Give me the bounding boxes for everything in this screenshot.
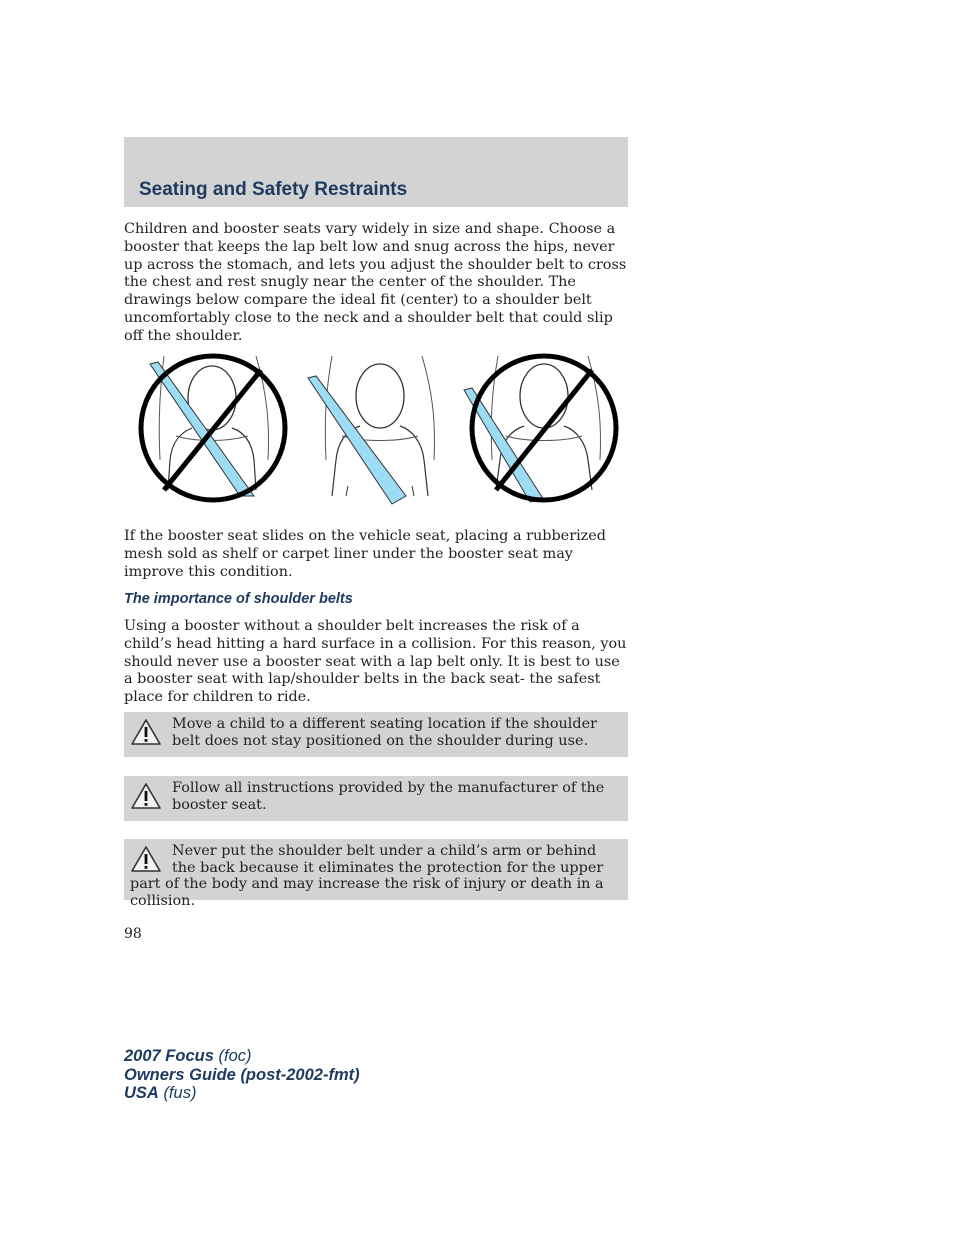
footer-market-code: (fus) xyxy=(163,1084,197,1102)
warning-text-1: Move a child to a different seating location if the shoulder belt does not stay positioned on the shoulder during use. xyxy=(172,716,598,749)
proper-belt-fit-figure xyxy=(308,356,435,504)
warning-text-2: Follow all instructions provided by the manufacturer of the booster seat. xyxy=(172,780,605,813)
belt-fit-illustration xyxy=(136,350,622,506)
page-number: 98 xyxy=(124,926,142,942)
mesh-paragraph: If the booster seat slides on the vehicle seat, placing a rubberized mesh sold as shelf or carpet liner under the booster seat may improve this condition. xyxy=(124,528,606,580)
intro-paragraph: Children and booster seats vary widely in size and shape. Choose a booster that keeps the lap belt low and snug across the hips, never up across the stomach, and lets you adjust the shoulder belt to cross the chest and rest snugly near the center of the shoulder. The drawings below compare the ideal fit (center) to a shoulder belt uncomfortably close to the neck and a shoulder belt that could slip off the shoulder. xyxy=(124,221,627,344)
warning-text-3: Never put the shoulder belt under a child’s arm or behind the back because it eliminates the protection for the upper part of the body and may increase the risk of injury or death in a collision. xyxy=(130,843,604,909)
section-header xyxy=(124,137,628,207)
belt-near-neck-figure xyxy=(141,356,285,500)
subheading: The importance of shoulder belts xyxy=(124,591,353,607)
importance-paragraph: Using a booster without a shoulder belt increases the risk of a child’s head hitting a hard surface in a collision. For this reason, you should never use a booster seat with a lap belt only. It is best to use a booster seat with lap/shoulder belts in the back seat- the safest place for children to ride. xyxy=(124,618,627,706)
warning-triangle-icon xyxy=(130,718,162,746)
warning-box-2 xyxy=(124,776,628,821)
footer-line-1 xyxy=(124,1047,360,1066)
footer-line-3 xyxy=(124,1084,360,1103)
section-title: Seating and Safety Restraints xyxy=(139,179,408,200)
footer-model-code: (foc) xyxy=(218,1047,252,1065)
warning-box-1 xyxy=(124,712,628,757)
footer-guide: Owners Guide (post-2002-fmt) xyxy=(124,1065,360,1084)
footer-model: 2007 Focus xyxy=(124,1047,214,1065)
belt-off-shoulder-figure xyxy=(464,356,616,502)
warning-triangle-icon xyxy=(130,845,162,873)
document-footer xyxy=(124,1047,360,1103)
footer-line-2 xyxy=(124,1066,360,1085)
warning-box-3 xyxy=(124,839,628,909)
footer-market: USA xyxy=(124,1084,159,1102)
warning-triangle-icon xyxy=(130,782,162,810)
